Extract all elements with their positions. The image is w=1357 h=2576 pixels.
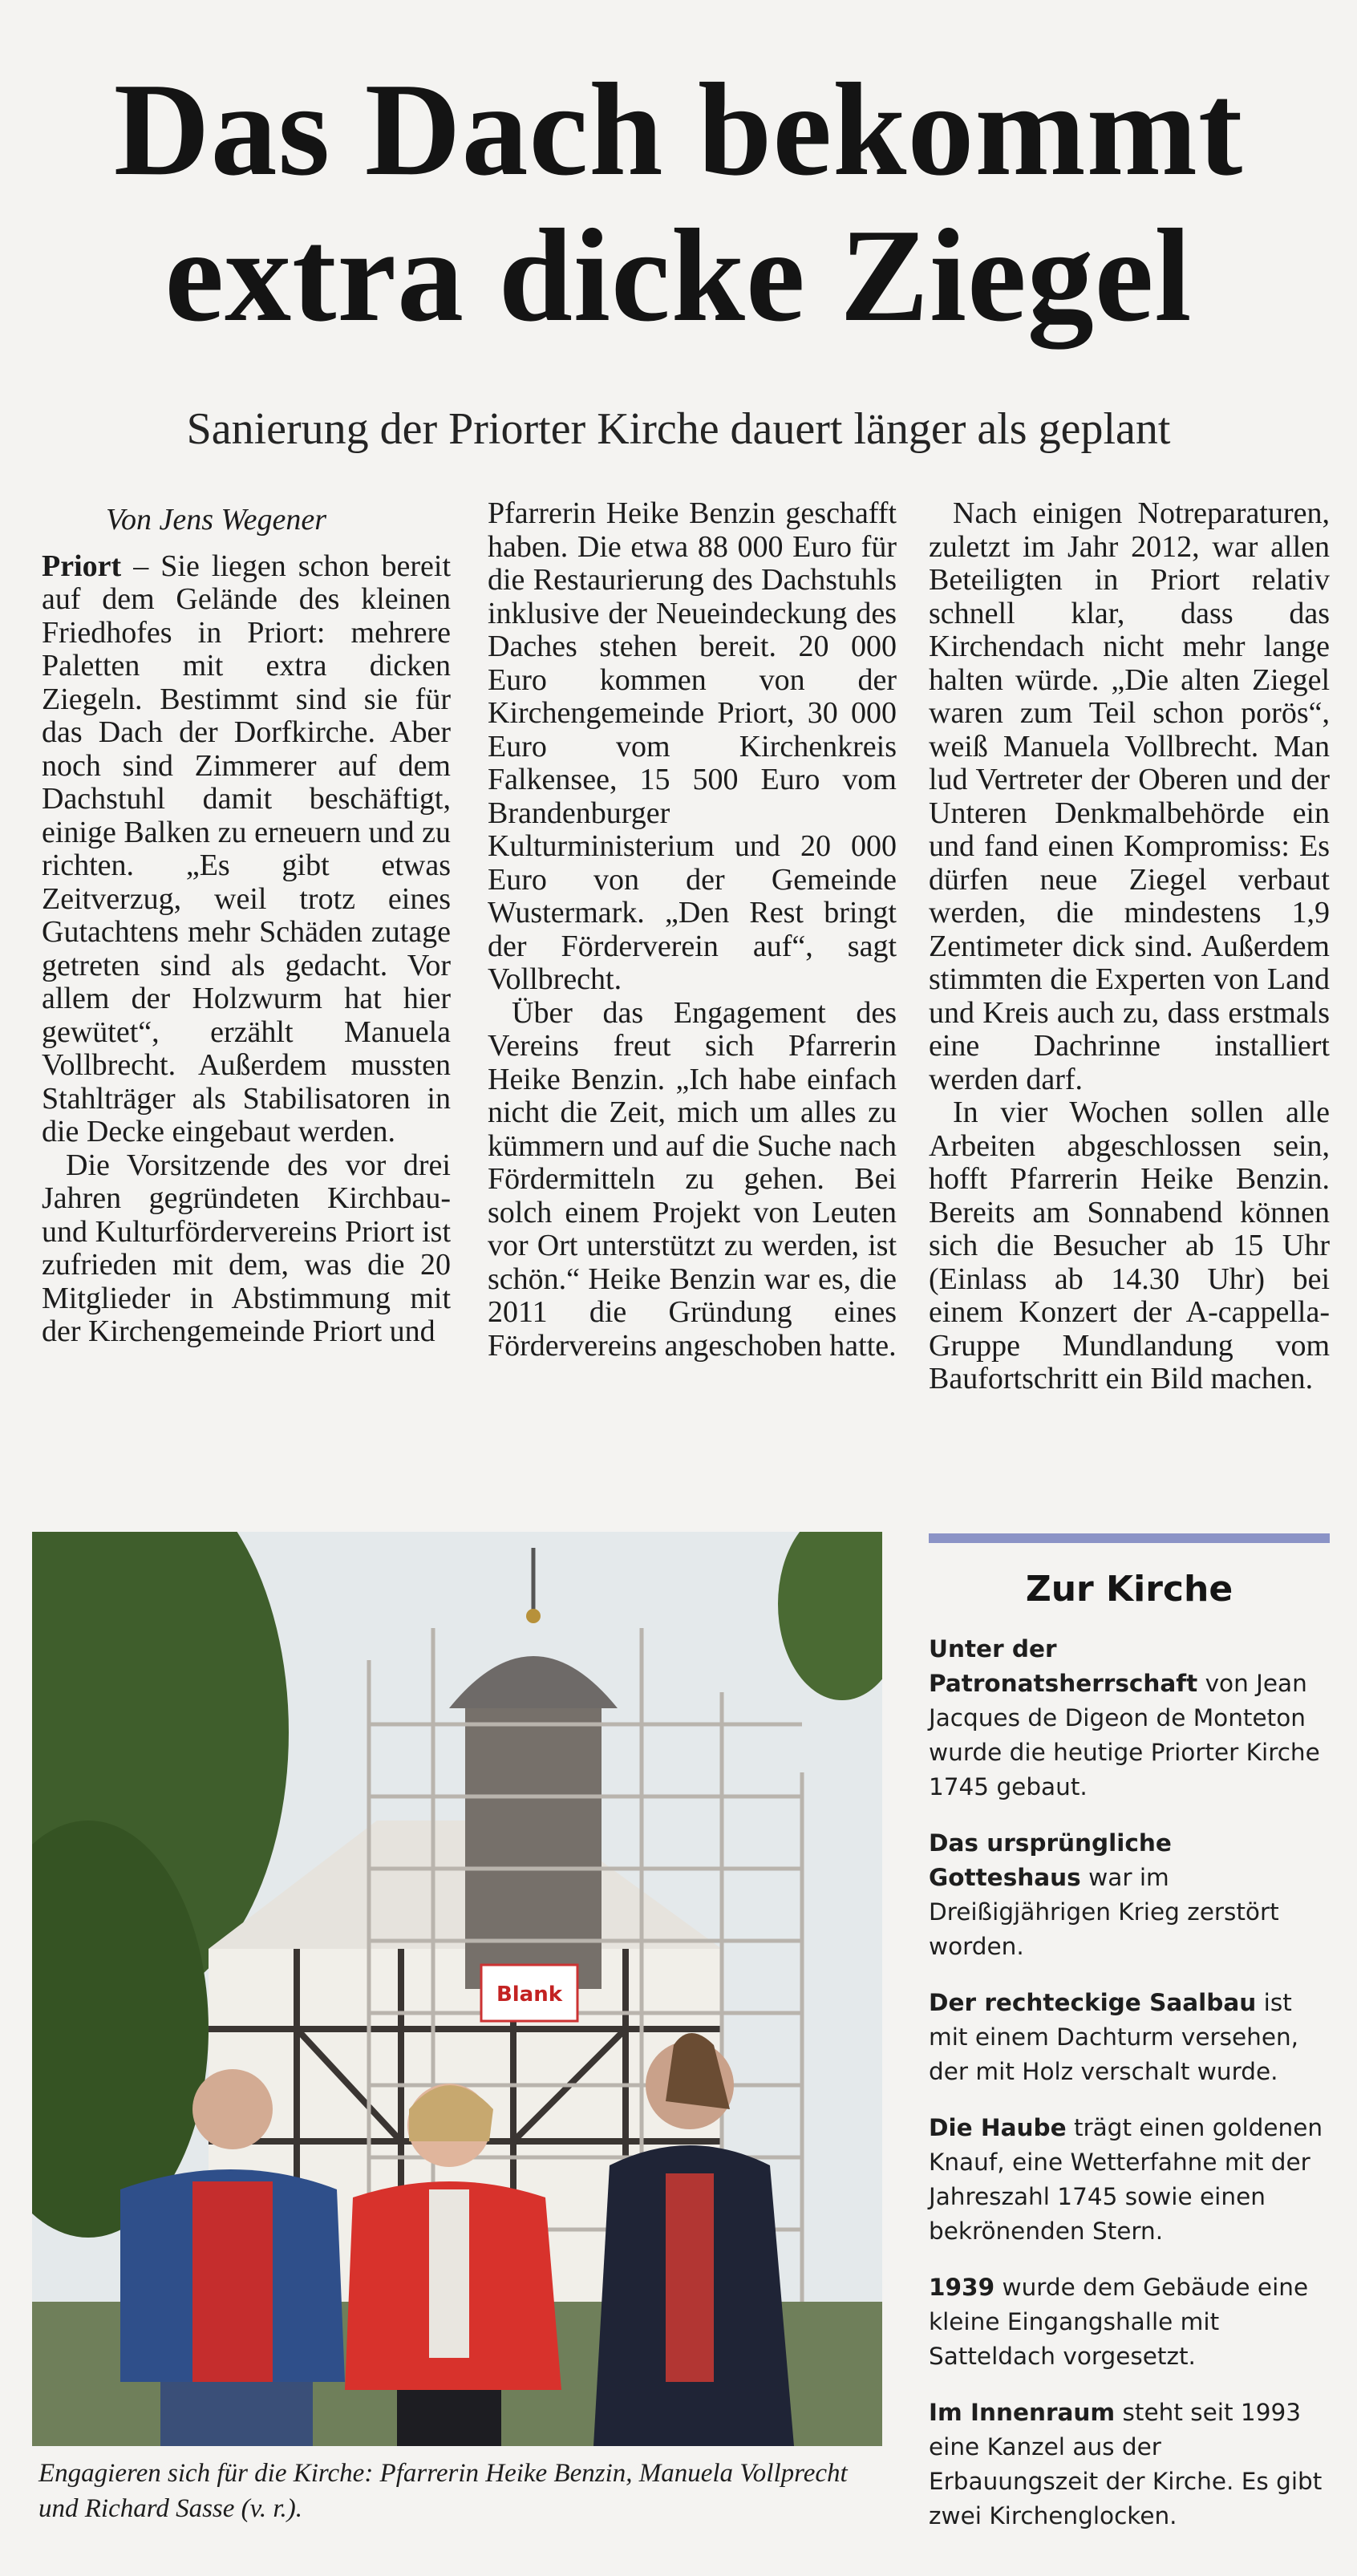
infobox-item [929,1986,1330,2089]
infobox-item-text: von Jean Jacques de Digeon de Monteton wurde die heutige Priorter Kirche 1745 gebaut. [929,1670,1320,1800]
infobox-item-lead: Unter der Patronatsherrschaft [929,1635,1198,1697]
church-tower [465,1700,602,1989]
infobox-body [929,1632,1330,2555]
headline [32,56,1325,348]
church-photo-illustration [32,1532,882,2446]
paragraph-1-text: – Sie liegen schon bereit auf dem Gelände des kleinen Friedhofes in Priort: mehrere Paletten mit extra dicken Ziegeln. Bestimmt sind sie für das Dach der Dorfkirche. Aber noch sind Zimmerer auf dem Dachstuhl damit beschäftigt, einige Balken zu erneuern und zu richten. „Es gibt etwas Zeitverzug, weil trotz eines Gutachtens mehr Schäden zutage getreten sind als gedacht. Vor allem der Holzwurm hat hier gewütet“, erzählt Manuela Vollbrecht. Außerdem mussten Stahlträger als Stabilisatoren in die Decke eingebaut werden. [42,549,451,1148]
infobox-item-text: ist mit einem Dachturm versehen, der mit Holz verschalt wurde. [929,1989,1299,2085]
headline-line-2: extra dicke Ziegel [164,201,1193,349]
infobox-item [929,2270,1330,2374]
infobox-item-text: steht seit 1993 eine Kanzel aus der Erbauungszeit der Kirche. Es gibt zwei Kirchenglocken. [929,2399,1323,2529]
infobox-item [929,1632,1330,1804]
infobox-item [929,2111,1330,2249]
paragraph-6: In vier Wochen sollen alle Arbeiten abgeschlossen sein, hofft Pfarrerin Heike Benzin. Bereits am Sonnabend können sich die Besucher ab 15 Uhr (Einlass ab 14.30 Uhr) bei einem Konzert der A-cappella-Gruppe Mundlandung vom Baufortschritt ein Bild machen. [929,1096,1330,1395]
article-column-2 [488,497,897,1363]
infobox-item [929,1826,1330,1964]
infobox-item-text: trägt einen goldenen Knauf, eine Wetterfahne mit der Jahreszahl 1745 sowie einen bekrönenden Stern. [929,2114,1323,2245]
golden-knob [526,1609,541,1623]
byline: Von Jens Wegener [106,503,327,537]
headline-line-1: Das Dach bekommt [113,55,1244,203]
infobox-item-lead: 1939 [929,2274,995,2301]
dateline: Priort [42,549,122,583]
infobox-item-text: wurde dem Gebäude eine kleine Eingangshalle mit Satteldach vorgesetzt. [929,2274,1309,2370]
sign-text: Blank [496,1983,563,2007]
infobox-rule [929,1533,1330,1543]
photo-caption: Engagieren sich für die Kirche: Pfarrerin Heike Benzin, Manuela Vollprecht und Richard Sasse (v. r.). [38,2459,848,2523]
church-photo [32,1532,882,2446]
paragraph-4: Über das Engagement des Vereins freut sich Pfarrerin Heike Benzin. „Ich habe einfach nicht die Zeit, mich um alles zu kümmern und auf die Suche nach Fördermitteln zu gehen. Bei solch einem Projekt von Leuten vor Ort unterstützt zu werden, ist schön.“ Heike Benzin war es, die 2011 die Gründung eines Fördervereins angeschoben hatte. [488,995,897,1363]
infobox-title: Zur Kirche [1025,1569,1233,1610]
infobox-item-lead: Der rechteckige Saalbau [929,1989,1257,2016]
infobox-item-lead: Die Haube [929,2114,1067,2141]
infobox-item-text: war im Dreißigjährigen Krieg zerstört worden. [929,1864,1279,1960]
paragraph-1 [42,550,451,1149]
paragraph-2: Die Vorsitzende des vor drei Jahren gegründeten Kirchbau- und Kulturfördervereins Priort ist zufrieden mit dem, was die 20 Mitglieder in Abstimmung mit der Kirchengemeinde Priort und [42,1148,451,1348]
subheadline: Sanierung der Priorter Kirche dauert länger als geplant [186,404,1171,454]
article-column-1 [42,497,451,1349]
infobox-item-lead: Im Innenraum [929,2399,1116,2426]
article-column-3 [929,497,1330,1396]
infobox-item-lead: Das ursprüngliche Gotteshaus [929,1829,1172,1891]
paragraph-3: Pfarrerin Heike Benzin geschafft haben. Die etwa 88 000 Euro für die Restaurierung des Dachstuhls inklusive der Neueindeckung des Daches stehen bereit. 20 000 Euro kommen von der Kirchengemeinde Priort, 30 000 Euro vom Kirchenkreis Falkensee, 15 500 Euro vom Brandenburger Kulturministerium und 20 000 Euro von der Gemeinde Wustermark. „Den Rest bringt der Förderverein auf“, sagt Vollbrecht. [488,496,897,996]
infobox-item [929,2396,1330,2533]
paragraph-5: Nach einigen Notreparaturen, zuletzt im Jahr 2012, war allen Beteiligten in Priort relativ schnell klar, dass das Kirchendach nicht mehr lange halten würde. „Die alten Ziegel waren zum Teil schon porös“, weiß Manuela Vollbrecht. Man lud Vertreter der Oberen und der Unteren Denkmalbehörde ein und fand einen Kompromiss: Es dürfen neue Ziegel verbaut werden, die mindestens 1,9 Zentimeter dick sind. Außerdem stimmten die Experten von Land und Kreis auch zu, dass erstmals eine Dachrinne installiert werden darf. [929,496,1330,1096]
